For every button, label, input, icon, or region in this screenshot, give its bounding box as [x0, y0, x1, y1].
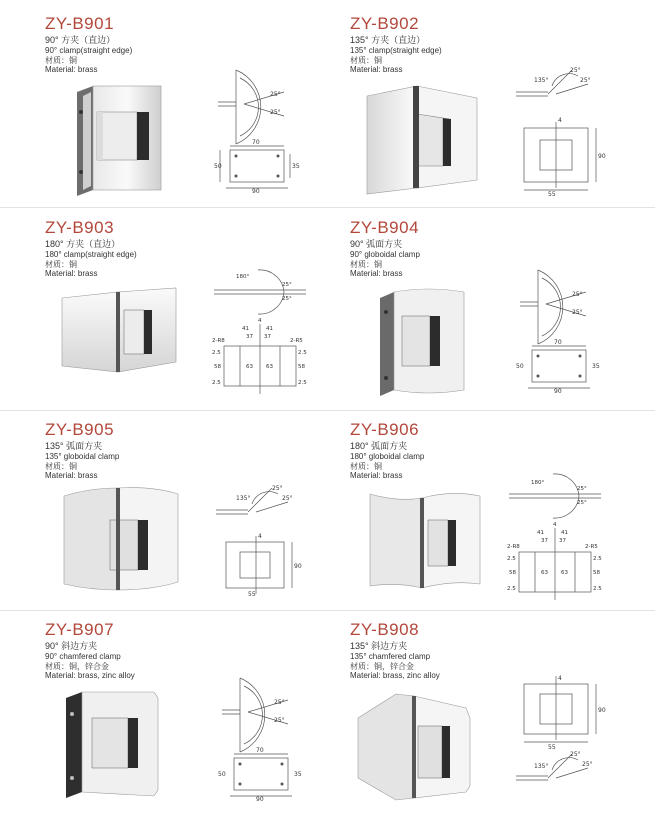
dim-label: 63 [561, 570, 568, 576]
hinge-photo-90-globoidal [378, 286, 468, 398]
product-angle-cn: 135° 斜边方夹 [350, 641, 408, 651]
dim-label: 25° [577, 486, 587, 492]
product-code: ZY-B901 [45, 14, 115, 33]
dim-label: 70 [256, 747, 264, 754]
dim-label: 135° [534, 77, 549, 84]
dim-label: 55 [548, 191, 556, 197]
dim-label: 25° [282, 282, 292, 288]
product-material-cn: 材质：铜 [350, 462, 382, 471]
dim-label: 50 [214, 163, 222, 170]
dim-label: 2.5 [298, 350, 307, 356]
dim-label: 58 [298, 364, 305, 370]
hinge-photo-135 [365, 84, 480, 196]
dim-label: 35 [292, 163, 300, 170]
dim-label: 41 [537, 530, 544, 536]
dim-label: 135° [236, 495, 251, 502]
product-code: ZY-B903 [45, 218, 115, 237]
dim-label: 55 [248, 591, 256, 598]
dim-label: 37 [559, 538, 566, 544]
dim-label: 41 [266, 326, 273, 332]
product-angle-en: 180° globoidal clamp [350, 452, 425, 461]
dim-label: 63 [246, 364, 253, 370]
dim-label: 90 [256, 796, 264, 802]
product-angle-cn: 90° 弧面方夹 [350, 239, 403, 249]
product-material-en: Material: brass, zinc alloy [350, 671, 440, 680]
product-material-en: Material: brass, zinc alloy [45, 671, 135, 680]
dim-label: 25° [582, 761, 593, 768]
dim-label: 2.5 [593, 586, 602, 592]
dim-label: 70 [252, 139, 260, 146]
product-angle-en: 135° clamp(straight edge) [350, 46, 442, 55]
dim-label: 25° [570, 67, 581, 74]
product-material-cn: 材质：铜 [350, 260, 382, 269]
dim-label: 35 [294, 771, 302, 778]
dim-label: 90 [554, 388, 562, 394]
dimension-drawing-180 [210, 262, 310, 400]
dim-label: 37 [264, 334, 271, 340]
dimension-drawing-90 [214, 64, 304, 194]
product-angle-en: 90° chamfered clamp [45, 652, 121, 661]
product-material-cn: 材质：铜，锌合金 [350, 662, 414, 671]
dim-label: 2.5 [212, 380, 221, 386]
dim-label: 58 [509, 570, 516, 576]
dim-label: 4 [258, 318, 262, 324]
product-material-en: Material: brass [350, 65, 403, 74]
dim-label: 63 [541, 570, 548, 576]
dim-label: 2.5 [593, 556, 602, 562]
dim-label: 2.5 [507, 586, 516, 592]
hinge-photo-180 [60, 284, 180, 376]
dim-label: 4 [558, 675, 562, 682]
product-material-en: Material: brass [45, 269, 98, 278]
product-angle-cn: 90° 方夹（直边） [45, 35, 116, 45]
dim-label: 25° [570, 751, 581, 758]
dim-label: 180° [236, 274, 250, 280]
product-material-en: Material: brass [45, 65, 98, 74]
product-material-cn: 材质：铜 [350, 56, 382, 65]
dim-label: 25° [274, 717, 285, 724]
product-material-en: Material: brass [350, 269, 403, 278]
dim-label: 35 [592, 363, 600, 370]
hinge-photo-180-globoidal [368, 488, 483, 592]
product-code: ZY-B908 [350, 620, 420, 639]
dim-label: 58 [593, 570, 600, 576]
dim-label: 25° [270, 91, 281, 98]
dimension-drawing-135-chamfered [512, 672, 607, 802]
product-code: ZY-B902 [350, 14, 420, 33]
dimension-drawing-90-chamfered [218, 672, 308, 802]
dim-label: 90 [598, 707, 606, 714]
product-material-cn: 材质：铜 [45, 56, 77, 65]
hinge-photo-90 [75, 82, 170, 200]
product-angle-cn: 90° 斜边方夹 [45, 641, 98, 651]
dim-label: 2-R5 [290, 338, 303, 344]
product-material-en: Material: brass [350, 471, 403, 480]
product-code: ZY-B907 [45, 620, 115, 639]
product-angle-en: 90° globoidal clamp [350, 250, 420, 259]
dim-label: 50 [516, 363, 524, 370]
hinge-photo-90-chamfered [62, 684, 162, 802]
dim-label: 2-R8 [212, 338, 225, 344]
dim-label: 2-R8 [507, 544, 520, 550]
dim-label: 25° [270, 109, 281, 116]
dim-label: 2.5 [212, 350, 221, 356]
dim-label: 25° [572, 291, 583, 298]
dim-label: 37 [541, 538, 548, 544]
dim-label: 25° [572, 309, 583, 316]
product-code: ZY-B905 [45, 420, 115, 439]
dim-label: 25° [580, 77, 591, 84]
dim-label: 90 [294, 563, 302, 570]
dim-label: 2-R5 [585, 544, 598, 550]
product-angle-cn: 135° 弧面方夹 [45, 441, 103, 451]
dim-label: 41 [242, 326, 249, 332]
dim-label: 25° [272, 485, 283, 492]
dimension-drawing-135 [512, 62, 607, 197]
dim-label: 37 [246, 334, 253, 340]
dimension-drawing-135-globoidal [212, 470, 307, 600]
product-angle-cn: 180° 弧面方夹 [350, 441, 408, 451]
dim-label: 41 [561, 530, 568, 536]
product-material-cn: 材质：铜 [45, 260, 77, 269]
product-angle-en: 135° globoidal clamp [45, 452, 120, 461]
dimension-drawing-180-globoidal [505, 468, 605, 606]
dim-label: 2.5 [298, 380, 307, 386]
product-angle-en: 180° clamp(straight edge) [45, 250, 137, 259]
dim-label: 58 [214, 364, 221, 370]
dim-label: 25° [282, 296, 292, 302]
dim-label: 135° [534, 763, 549, 770]
dim-label: 4 [558, 117, 562, 124]
dim-label: 50 [218, 771, 226, 778]
dimension-drawing-90-globoidal [516, 264, 606, 394]
dim-label: 25° [577, 500, 587, 506]
dim-label: 55 [548, 744, 556, 751]
hinge-photo-135-globoidal [62, 484, 182, 596]
product-code: ZY-B904 [350, 218, 420, 237]
product-material-cn: 材质：铜 [45, 462, 77, 471]
dim-label: 2.5 [507, 556, 516, 562]
dim-label: 180° [531, 480, 545, 486]
dim-label: 25° [282, 495, 293, 502]
product-code: ZY-B906 [350, 420, 420, 439]
dim-label: 25° [274, 699, 285, 706]
dim-label: 90 [598, 153, 606, 160]
dim-label: 63 [266, 364, 273, 370]
dim-label: 70 [554, 339, 562, 346]
product-angle-cn: 135° 方夹（直边） [350, 35, 426, 45]
dim-label: 4 [258, 533, 262, 540]
product-angle-en: 90° clamp(straight edge) [45, 46, 133, 55]
dim-label: 90 [252, 188, 260, 194]
product-angle-cn: 180° 方夹（直边） [45, 239, 121, 249]
product-angle-en: 135° chamfered clamp [350, 652, 431, 661]
product-material-cn: 材质：铜，锌合金 [45, 662, 109, 671]
hinge-photo-135-chamfered [356, 688, 474, 804]
product-material-en: Material: brass [45, 471, 98, 480]
dim-label: 4 [553, 522, 557, 528]
